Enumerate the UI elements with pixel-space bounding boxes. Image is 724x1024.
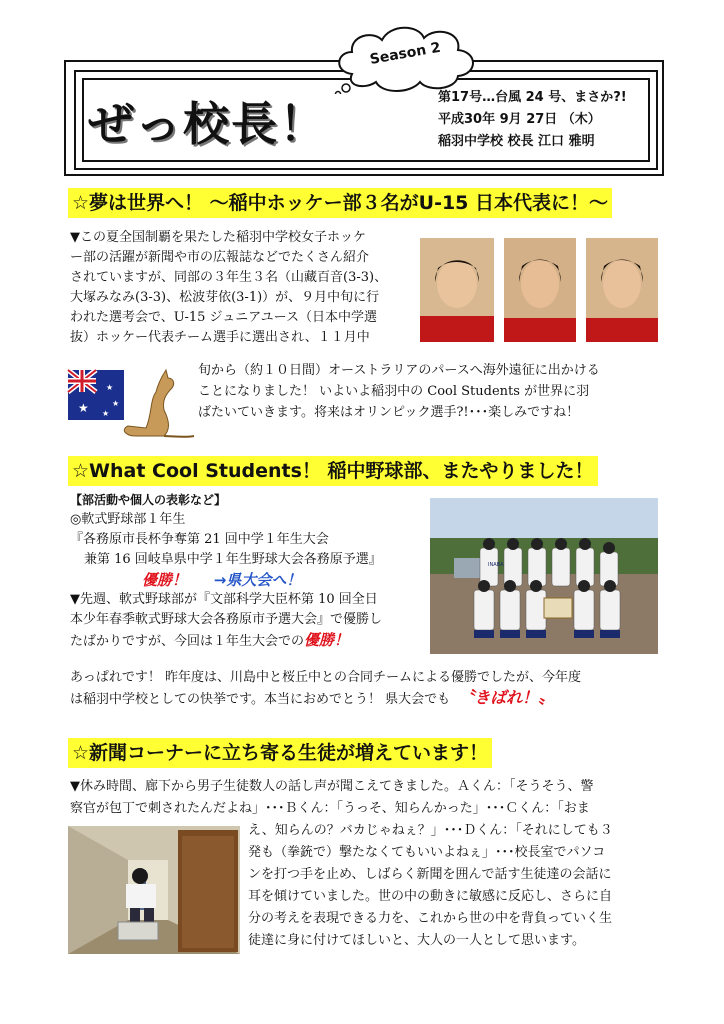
article-line: 察官が包丁で刺されたんだよね」･･･Ｂくん：「うっそ、知らんかった」･･･Ｃくん：「おま <box>70 801 590 816</box>
article-line: われた選考会で、U-15 ジュニアユース（日本中学選 <box>70 310 377 325</box>
svg-text:★: ★ <box>102 409 110 418</box>
australia-flag-kangaroo-icon <box>66 366 196 440</box>
svg-text:★: ★ <box>112 399 120 408</box>
season-label: Season 2 <box>368 39 442 68</box>
newspaper-article-bottom <box>248 820 613 952</box>
baseball-team-photo <box>430 498 658 654</box>
article-line: 抜）ホッケー代表チーム選手に選出され、１１月中 <box>70 330 370 345</box>
hallway-photo <box>68 826 240 954</box>
newspaper-article-top <box>70 776 594 820</box>
issue-date: 平成30年 9月 27日 （木） <box>438 112 601 127</box>
victory-inline: 優勝！ <box>304 631 350 649</box>
article-line: ▼先週、軟式野球部が『文部科学大臣杯第 10 回全日 <box>70 592 378 607</box>
article-line: 旬から（約１０日間）オーストラリアのパースへ海外遠征に出かける <box>198 363 600 378</box>
article-line: ことになりました！ いよいよ稲羽中の Cool Students が世界に羽 <box>198 384 590 399</box>
article-line: え、知らんの？バカじゃねぇ？」･･･Ｄくん：「それにしても３ <box>248 823 613 838</box>
article-line: 分の考えを表現できる力を、これから世の中を背負っていく生 <box>248 911 613 926</box>
article-line: は稲羽中学校としての快挙です。本当におめでとう！ 県大会でも <box>70 692 451 707</box>
jersey-text: INABA <box>488 562 504 568</box>
tournament-line: 『各務原市長杯争奪第 21 回中学１年生大会 <box>70 532 329 547</box>
article-line: ンを打つ手を止め、しばらく新聞を囲んで話す生徒達の会話に <box>248 867 612 882</box>
article-line: 徒達に身に付けてほしいと、大人の一人として思います。 <box>248 933 585 948</box>
sub-heading: 【部活動や個人の表彰など】 <box>70 493 227 507</box>
newsletter-title: ぜっ校長！ <box>88 97 328 151</box>
section-title-newspaper: ☆新聞コーナーに立ち寄る生徒が増えています！ <box>68 738 492 768</box>
section-title-baseball: ☆What Cool Students！ 稲中野球部、またやりました！ <box>68 456 598 486</box>
article-line: あっぱれです！ 昨年度は、川島中と桜丘中との合同チームによる優勝でしたが、今年度 <box>70 670 582 685</box>
baseball-article-bottom <box>70 668 581 710</box>
player-photo-2 <box>504 238 576 342</box>
school-principal: 稲羽中学校 校長 江口 雅明 <box>438 134 595 149</box>
article-line: ▼この夏全国制覇を果たした稲羽中学校女子ホッケ <box>70 230 366 245</box>
issue-number: 第17号…台風 24 号、まさか?! <box>438 90 627 105</box>
article-line: たばかりですが、今回は１年生大会での <box>70 634 305 649</box>
player-photo-1 <box>420 238 494 342</box>
article-line: 大塚みなみ(3-3)、松波芽依(3-1)）が、９月中旬に行 <box>70 290 380 305</box>
svg-text:★: ★ <box>78 401 89 415</box>
hockey-article-top <box>70 228 387 348</box>
article-line: ー部の活躍が新聞や市の広報誌などでたくさん紹介 <box>70 250 370 265</box>
team-name: ◎軟式野球部１年生 <box>70 512 186 527</box>
article-line: 耳を傾けていました。世の中の動きに敏感に反応し、さらに自 <box>248 889 613 904</box>
hockey-article-bottom <box>198 360 600 423</box>
cheer-label: 〝きばれ！〟 <box>458 688 555 707</box>
article-line: されていますが、同部の３年生３名（山藏百音(3-3)、 <box>70 270 388 285</box>
article-line: 本少年春季軟式野球大会各務原市予選大会』で優勝し <box>70 612 383 627</box>
article-line: ばたいていきます。将来はオリンピック選手?!･･･楽しみですね！ <box>198 405 580 420</box>
svg-text:★: ★ <box>106 383 114 392</box>
article-line: 発も（拳銃で）撃たなくてもいいよねぇ」･･･校長室でパソコ <box>248 845 606 860</box>
player-photo-3 <box>586 238 658 342</box>
baseball-article-top <box>70 490 382 652</box>
article-line: ▼休み時間、廊下から男子生徒数人の話し声が聞こえてきました。Ａくん：「そうそう、警 <box>70 779 594 794</box>
victory-label: 優勝！ <box>142 571 188 589</box>
tournament-line: 兼第 16 回岐阜県中学１年生野球大会各務原予選』 <box>84 552 382 567</box>
section-title-hockey: ☆夢は世界へ！ ～稲中ホッケー部３名がU-15 日本代表に！～ <box>68 188 612 218</box>
prefecture-label: →県大会へ！ <box>213 571 302 589</box>
